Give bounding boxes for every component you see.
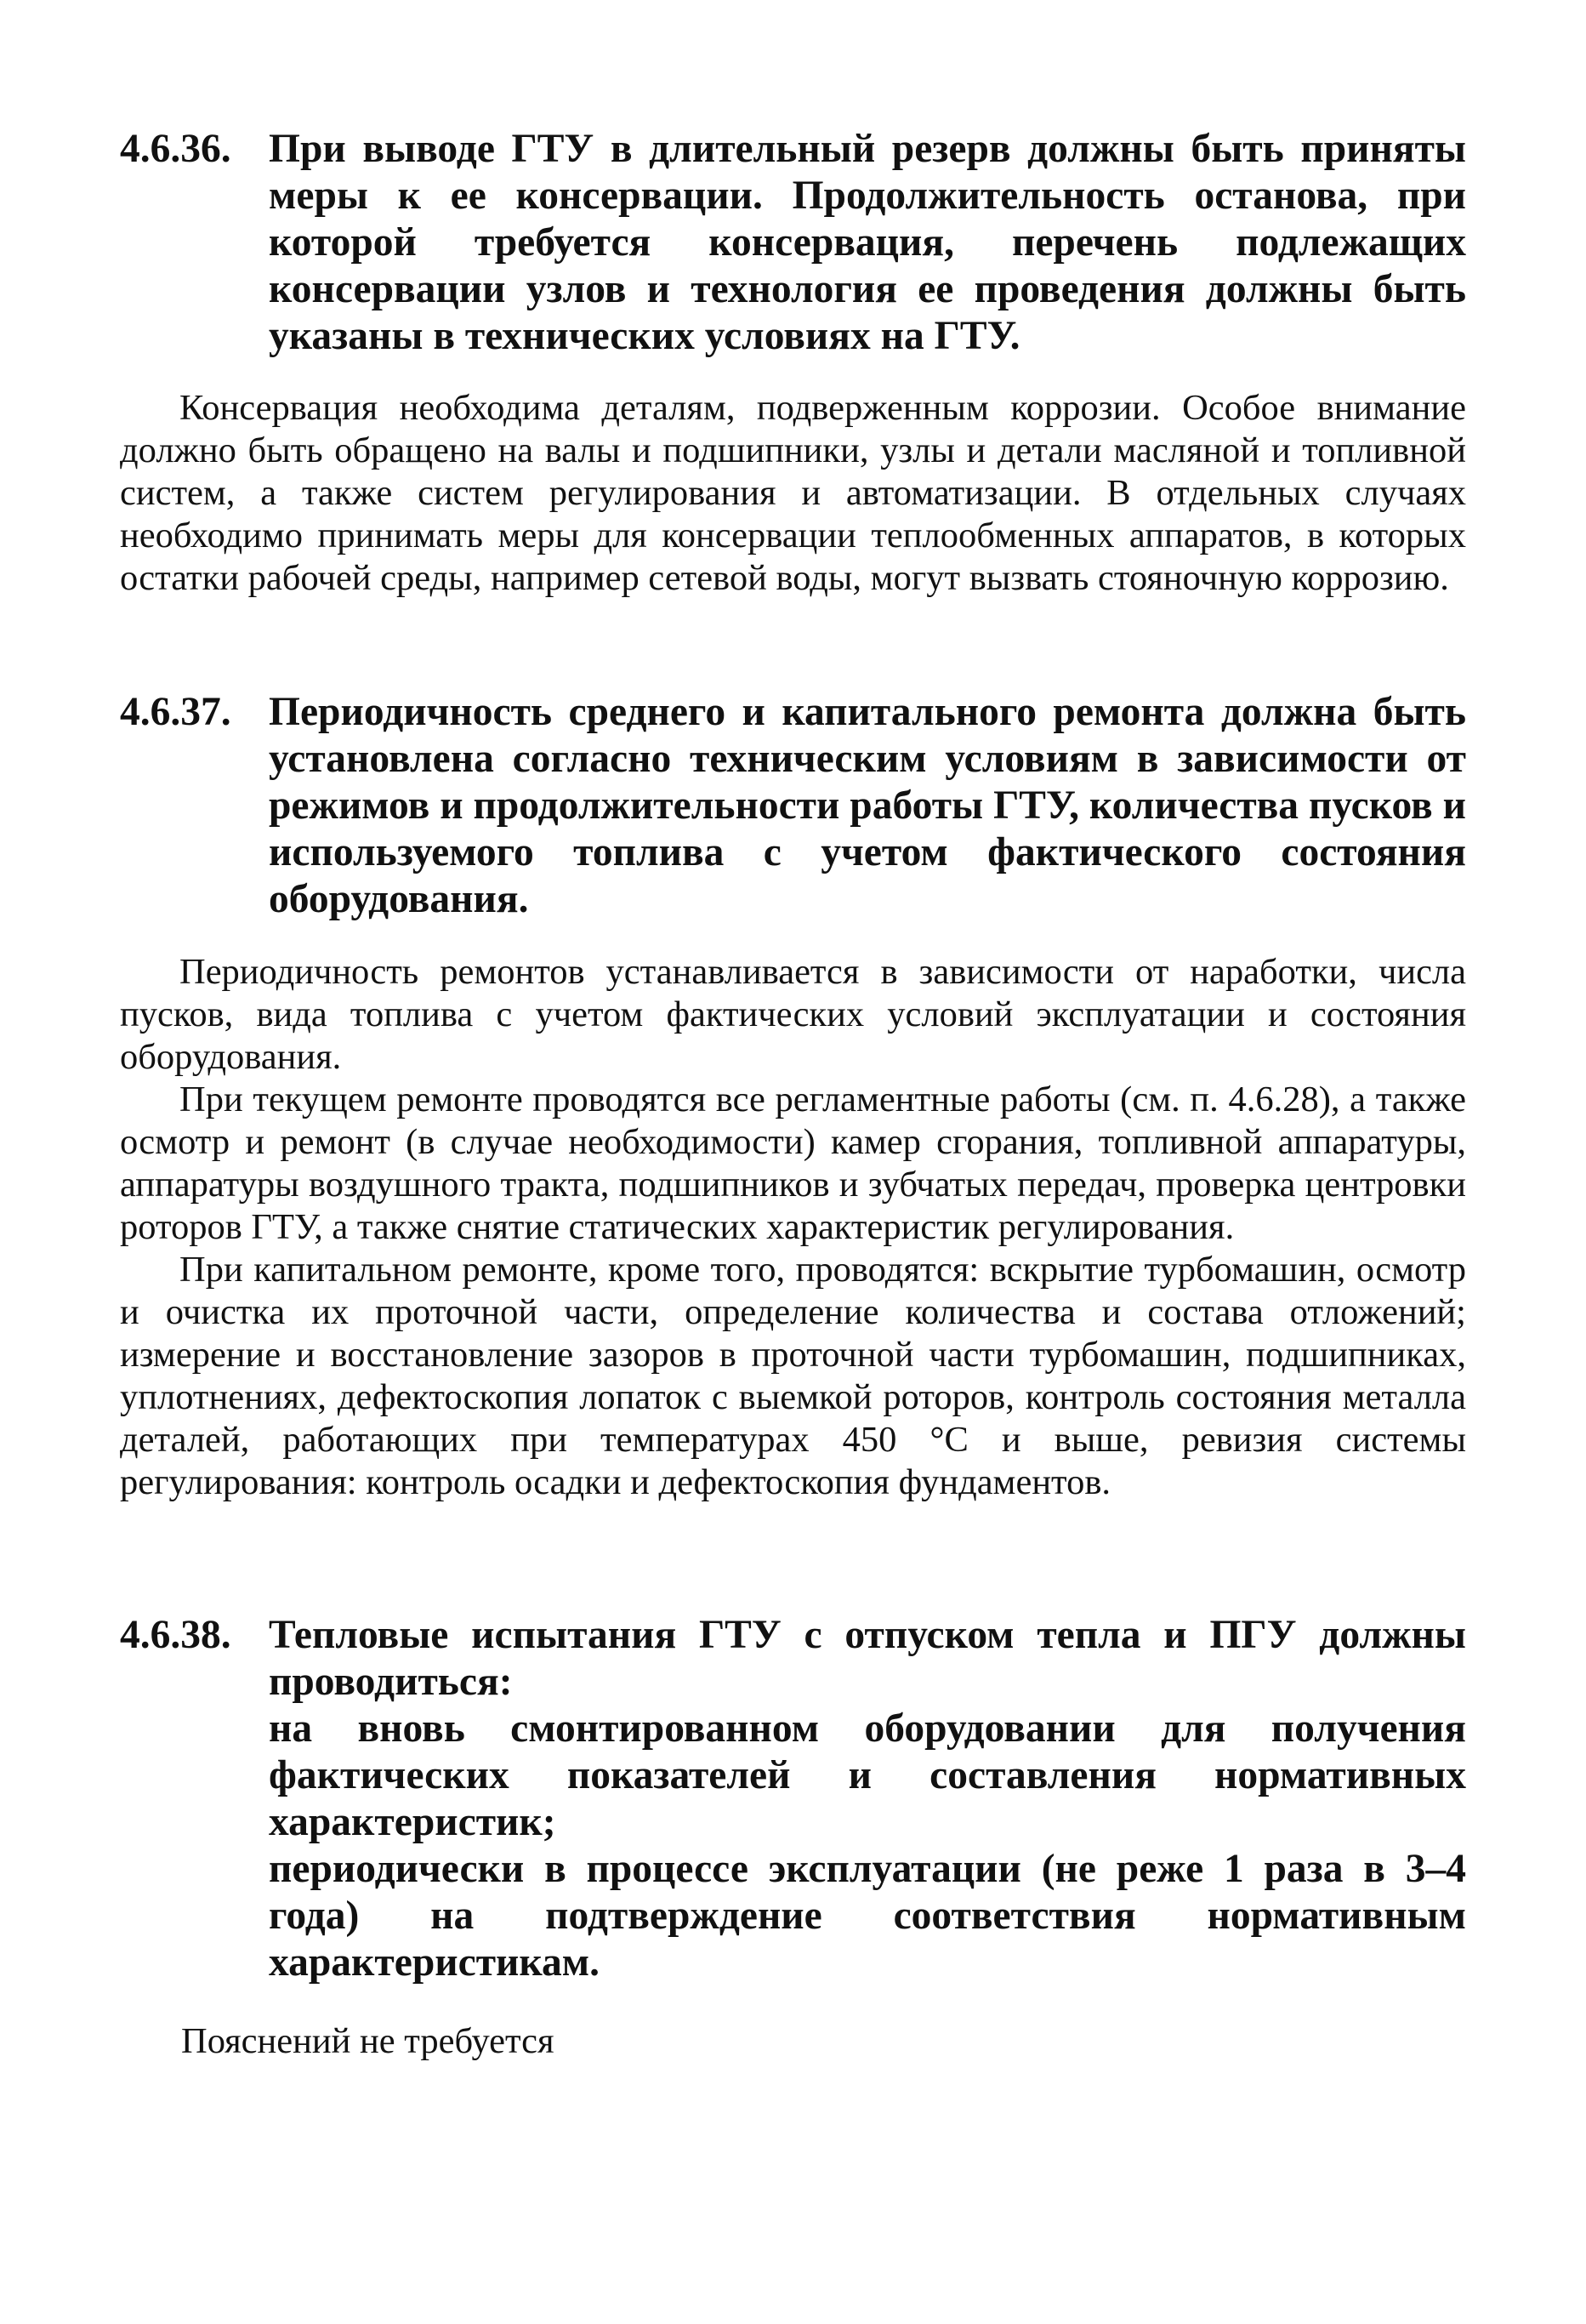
rule-line: Тепловые испытания ГТУ с отпуском тепла и ПГУ должны проводиться: xyxy=(269,1613,1466,1704)
explanation-4-6-38 xyxy=(120,2020,1466,2063)
explanation-paragraph: При капитальном ремонте, кроме того, проводятся: вскрытие турбомашин, осмотр и очистка их проточной части, определение количества и состава отложений; измерение и восстановление зазоров в проточной части турбомашин, подшипниках, уплотнениях, дефектоскопия лопаток с выемкой роторов, контроль состояния металла деталей, работающих при температурах 450 °С и выше, ревизия системы регулирования: контроль осадки и дефектоскопия фундаментов. xyxy=(120,1250,1466,1502)
explanation-4-6-36 xyxy=(120,387,1466,600)
rule-4-6-37 xyxy=(120,689,1466,923)
explanation-paragraph: Консервация необходима деталям, подверженным коррозии. Особое внимание должно быть обращено на валы и подшипники, узлы и детали масляной и топливной систем, а также систем регулирования и автоматизации. В отдельных случаях необходимо принимать меры для консервации теплообменных аппаратов, в которых остатки рабочей среды, например сетевой воды, могут вызвать стояночную коррозию. xyxy=(120,388,1466,598)
explanation-paragraph: Пояснений не требуется xyxy=(181,2021,554,2061)
rule-number: 4.6.38. xyxy=(120,1613,231,1657)
rule-line: на вновь смонтированном оборудовании для получения фактических показателей и составления нормативных характеристик; xyxy=(269,1706,1466,1844)
rule-number: 4.6.36. xyxy=(120,127,231,171)
rule-text: Периодичность среднего и капитального ремонта должна быть установлена согласно техническим условиям в зависимости от режимов и продолжительности работы ГТУ, количества пусков и используемого топлива с учетом фактического состояния оборудования. xyxy=(269,690,1466,921)
rule-text: При выводе ГТУ в длительный резерв должны быть приняты меры к ее консервации. Продолжительность останова, при которой требуется консервация, перечень подлежащих консервации узлов и технология ее проведения должны быть указаны в технических условиях на ГТУ. xyxy=(269,127,1466,358)
explanation-paragraph: Периодичность ремонтов устанавливается в зависимости от наработки, числа пусков, вида топлива с учетом фактических условий эксплуатации и состояния оборудования. xyxy=(120,952,1466,1077)
rule-4-6-38 xyxy=(120,1612,1466,1986)
rule-line: периодически в процессе эксплуатации (не реже 1 раза в 3–4 года) на подтверждение соответствия нормативным характеристикам. xyxy=(269,1847,1466,1985)
rule-number: 4.6.37. xyxy=(120,690,231,734)
explanation-4-6-37 xyxy=(120,951,1466,1504)
rule-4-6-36 xyxy=(120,126,1466,360)
explanation-paragraph: При текущем ремонте проводятся все регламентные работы (см. п. 4.6.28), а также осмотр и ремонт (в случае необходимости) камер сгорания, топливной аппаратуры, аппаратуры воздушного тракта, подшипников и зубчатых передач, проверка центровки роторов ГТУ, а также снятие статических характеристик регулирования. xyxy=(120,1079,1466,1247)
